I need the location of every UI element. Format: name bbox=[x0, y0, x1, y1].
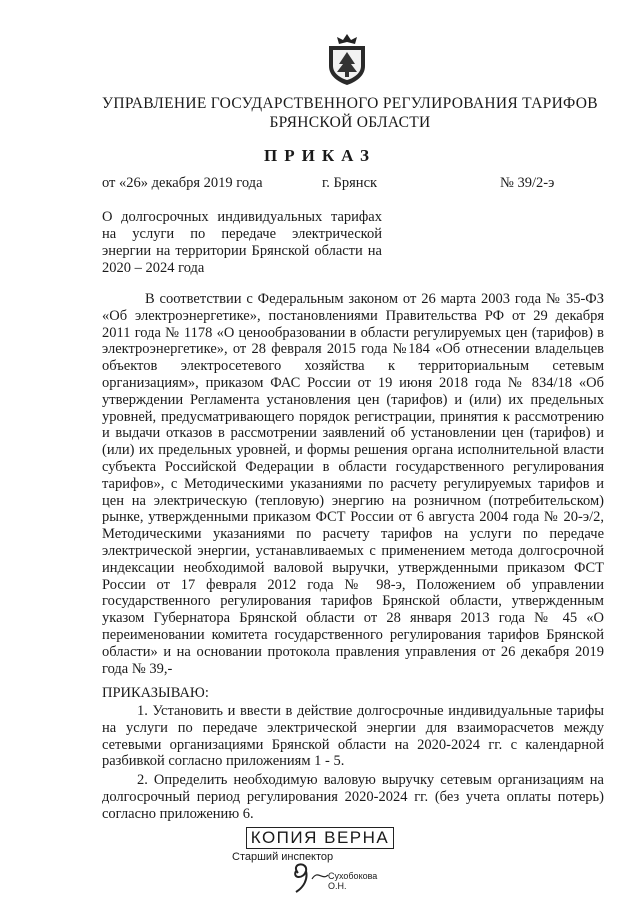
coat-of-arms-icon bbox=[324, 32, 370, 86]
order-item-1: 1. Установить и ввести в действие долгосрочные индивидуальные тарифы на услуги по передаче электрической энергии для взаиморасчетов между сетевыми организациями Брянской области на 2020-2024 гг. с календарной разбивкой согласно приложениям 1 - 5. bbox=[102, 703, 604, 770]
document-city: г. Брянск bbox=[322, 175, 378, 191]
order-item-2: 2. Определить необходимую валовую выручку сетевым организациям на долгосрочный период регулирования 2020-2024 гг. (без учета оплаты потерь) согласно приложению 6. bbox=[102, 772, 604, 822]
organization-name-line-2: БРЯНСКОЙ ОБЛАСТИ bbox=[269, 114, 431, 131]
document-number: № 39/2-э bbox=[500, 175, 555, 191]
stamp-title: КОПИЯ ВЕРНА bbox=[250, 828, 390, 847]
certified-copy-stamp bbox=[228, 827, 398, 893]
document-subject: О долгосрочных индивидуальных тарифах на услуги по передаче электрической энергии на территории Брянской области на 2020 – 2024 года bbox=[102, 209, 382, 276]
stamp-signer-name: Сухобокова О.Н. bbox=[328, 871, 378, 891]
preamble-paragraph: В соответствии с Федеральным законом от 26 марта 2003 года № 35-ФЗ «Об электроэнергетике», постановлениями Правительства РФ от 29 декабря 2011 года № 1178 «О ценообразовании в области регулируемых цен (тарифов) в электроэнергетике», от 28 февраля 2015 года №184 «Об отнесении владельцев объектов электросетевого хозяйства к территориальным сетевым организациям», приказом ФАС России от 19 июня 2018 года № 834/18 «Об утверждении Регламента установления цен (тарифов) и (или) их предельных уровней, предусматривающего порядок регистрации, принятия к рассмотрению и выдачи отказов в рассмотрении заявлений об установлении цен (тарифов) и (или) их предельных уровней, и формы решения органа исполнительной власти субъекта Российской Федерации в области государственного регулирования тарифов», с Методическими указаниями по расчету регулируемых тарифов и цен на электрическую (тепловую) энергию на розничном (потребительском) рынке, утвержденными приказом ФСТ России от 6 августа 2004 года № 20-э/2, Методическими указаниями по расчету тарифов на услуги по передаче электрической энергии, устанавливаемых с применением метода долгосрочной индексации необходимой валовой выручки, утвержденными приказом ФСТ России от 17 февраля 2012 года № 98-э, Положением об управлении государственного регулирования тарифов Брянской области, утвержденным указом Губернатора Брянской области от 28 января 2013 года № 45 «О переименовании комитета государственного регулирования тарифов Брянской области» и на основании протокола правления управления от 26 декабря 2019 года № 39,- bbox=[102, 291, 604, 677]
organization-name-line-1: УПРАВЛЕНИЕ ГОСУДАРСТВЕННОГО РЕГУЛИРОВАНИЯ ТАРИФОВ bbox=[102, 95, 598, 112]
document-date: от «26» декабря 2019 года bbox=[102, 175, 263, 191]
organization-name bbox=[60, 94, 640, 132]
document-title: ПРИКАЗ bbox=[264, 146, 376, 165]
stamp-role: Старший инспектор bbox=[232, 851, 334, 863]
order-items bbox=[102, 703, 604, 825]
document-body bbox=[102, 291, 604, 677]
order-heading: ПРИКАЗЫВАЮ: bbox=[102, 685, 209, 701]
